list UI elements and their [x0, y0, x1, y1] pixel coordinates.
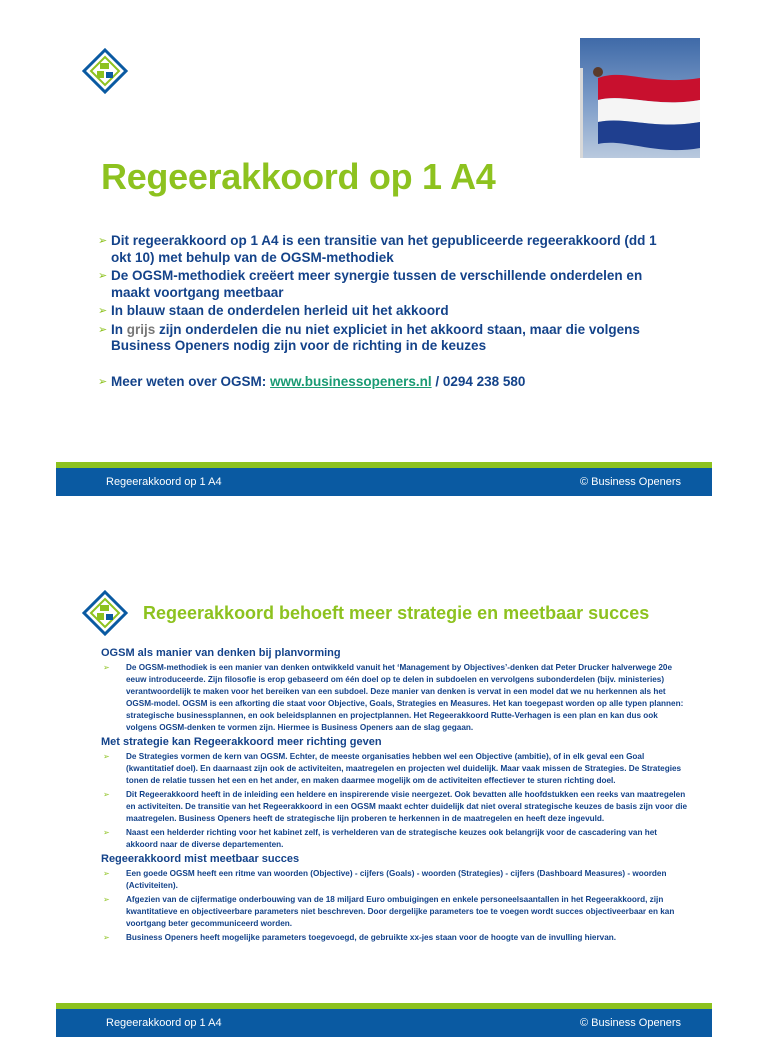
- bullet-arrow-icon: ➢: [103, 895, 110, 904]
- dutch-flag-photo: [580, 38, 700, 158]
- slide-content: [101, 647, 691, 946]
- list-item: ➢ Business Openers heeft mogelijke parameters toegevoegd, de gebruikte xx-jes staan voor de hoogte van de invulling hiervan.: [103, 933, 617, 942]
- page-title: Regeerakkoord op 1 A4: [101, 156, 496, 197]
- bullet-arrow-icon: ➢: [103, 790, 110, 799]
- bullet-arrow-icon: ➢: [98, 235, 108, 247]
- list-item: ➢ De OGSM-methodiek creëert meer synergie tussen de verschillende onderdelen en maakt voortgang meetbaar: [98, 268, 643, 300]
- section-heading: Regeerakkoord mist meetbaar succes: [101, 853, 300, 865]
- bullet-arrow-icon: ➢: [98, 323, 108, 336]
- section-heading: OGSM als manier van denken bij planvorming: [101, 647, 341, 659]
- bullet-arrow-icon: ➢: [103, 663, 110, 672]
- slide-title: Regeerakkoord behoeft meer strategie en meetbaar succes: [143, 603, 650, 623]
- bullet-arrow-icon: ➢: [98, 375, 108, 388]
- list-item: ➢ Een goede OGSM heeft een ritme van woorden (Objective) - cijfers (Goals) - woorden (Strategies) - cijfers (Dashboard Measures) - woorden (Activiteiten).: [103, 869, 667, 890]
- business-openers-logo-icon: [82, 48, 128, 94]
- footer-title: Regeerakkoord op 1 A4: [106, 1017, 222, 1029]
- grey-word: grijs: [126, 321, 156, 337]
- footer-copyright: © Business Openers: [579, 476, 681, 488]
- list-item: ➢ De Strategies vormen de kern van OGSM. Echter, de meeste organisaties hebben wel een Objective (ambitie), of in elk geval een Goal (kwantitatief doel). En daarnaast zijn ook de activiteiten, maatregelen en projecten wel duidelijk. Maar vaak missen de Strategies. De Strategies tonen de relatie tussen het een en het ander, en maken daarmee mogelijk om de activiteiten effectiever te sturen richting doel.: [103, 752, 682, 785]
- footer-bar: [56, 468, 712, 496]
- bullet-arrow-icon: ➢: [98, 270, 108, 282]
- contact-item: ➢ Meer weten over OGSM: www.businessopeners.nl / 0294 238 580: [98, 373, 526, 389]
- bullet-arrow-icon: ➢: [103, 752, 110, 761]
- bullet-arrow-icon: ➢: [98, 305, 108, 317]
- bullet-list: [99, 233, 659, 392]
- list-item: ➢ Afgezien van de cijfermatige onderbouwing van de 18 miljard Euro ombuigingen en enkele personeelsaantallen in het Regeerakkoord, zijn kwantitatieve en objectiveerbare parameters niet beschreven. Door dergelijke parameters toe te voegen wordt succes objectiveerbaar en kan voortgang beter gecommuniceerd worden.: [103, 895, 675, 928]
- footer-bar: [56, 1009, 712, 1037]
- footer-title: Regeerakkoord op 1 A4: [106, 476, 222, 488]
- list-item: ➢ De OGSM-methodiek is een manier van denken ontwikkeld vanuit het ‘Management by Objectives’-denken dat Peter Drucker halverwege 20e eeuw introduceerde. Zijn filosofie is erop gebaseerd om één doel op te delen in subdoelen en vervolgens subonderdelen (bijv. ministeries) verantwoordelijk te maken voor het bereiken van een subdoel. Deze manier van denken is vervat in een model dat we nu herkennen als het OGSM-model. OGSM is een afkorting die staat voor Objective, Goals, Strategies en Measures. Het kan toegepast worden op alle typen plannen: strategische businessplannen, en ook beleidsplannen en projectplannen. Het Regeerakkoord Rutte-Verhagen is een plan en kan dus ook volgens OGSM-denken te vormen zijn. Hiermee is Business Openers aan de slag gegaan.: [103, 663, 684, 732]
- list-item: ➢ Dit Regeerakkoord heeft in de inleiding een heldere en inspirerende visie neergezet. Ook bevatten alle hoofdstukken een reeks van maatregelen en activiteiten. De transitie van het Regeerakkoord in een OGSM maakt echter duidelijk dat niet overal strategische keuzes de basis zijn voor die maatregelen. Business Openers heeft de strategische lijn proberen te herkennen in de maatregelen en heeft deze ingevuld.: [103, 790, 688, 823]
- list-item: ➢ In grijs zijn onderdelen die nu niet expliciet in het akkoord staan, maar die volgens Business Openers nodig zijn voor de richting in de keuzes: [98, 321, 640, 353]
- bullet-arrow-icon: ➢: [103, 869, 110, 878]
- slide-2: [56, 540, 712, 1029]
- bullet-arrow-icon: ➢: [103, 828, 110, 837]
- business-openers-logo-icon: [82, 590, 128, 636]
- bullet-arrow-icon: ➢: [103, 933, 110, 942]
- section-heading: Met strategie kan Regeerakkoord meer richting geven: [101, 736, 382, 748]
- slide-1: [56, 0, 712, 497]
- footer-copyright: © Business Openers: [579, 1017, 681, 1029]
- flag-icon: [580, 38, 700, 158]
- list-item: ➢ Naast een helderder richting voor het kabinet zelf, is verhelderen van de strategische keuzes ook belangrijk voor de cascadering van het akkoord naar de diverse departementen.: [103, 828, 658, 849]
- list-item: ➢ In blauw staan de onderdelen herleid uit het akkoord: [98, 303, 449, 318]
- list-item: ➢ Dit regeerakkoord op 1 A4 is een transitie van het gepubliceerde regeerakkoord (dd 1 okt 10) met behulp van de OGSM-methodiek: [98, 233, 657, 265]
- website-link[interactable]: www.businessopeners.nl: [270, 373, 432, 389]
